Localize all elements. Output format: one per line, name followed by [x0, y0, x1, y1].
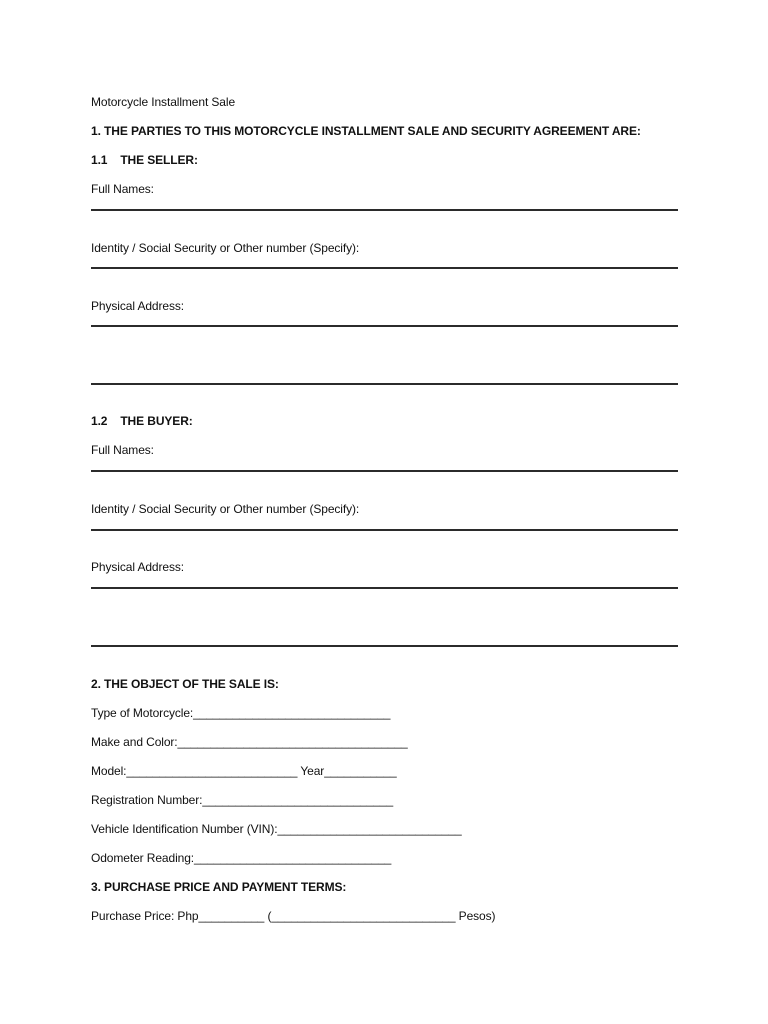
seller-address-label: Physical Address:	[91, 299, 185, 313]
make-and-color-field[interactable]: Make and Color:___________________________________	[91, 735, 408, 749]
seller-identity-line[interactable]	[91, 267, 678, 269]
registration-number-field[interactable]: Registration Number:_____________________________	[91, 793, 394, 807]
seller-address-line-2[interactable]	[91, 383, 678, 385]
buyer-heading: 1.2 THE BUYER:	[91, 414, 193, 428]
document-title: Motorcycle Installment Sale	[91, 95, 236, 109]
section3-heading: 3. PURCHASE PRICE AND PAYMENT TERMS:	[91, 880, 347, 894]
buyer-full-names-label: Full Names:	[91, 443, 154, 457]
buyer-address-label: Physical Address:	[91, 560, 185, 574]
seller-full-names-line[interactable]	[91, 209, 678, 211]
buyer-identity-label: Identity / Social Security or Other number (Specify):	[91, 502, 360, 516]
buyer-address-line-2[interactable]	[91, 645, 678, 647]
vin-field[interactable]: Vehicle Identification Number (VIN):____________________________	[91, 822, 462, 836]
seller-address-line-1[interactable]	[91, 325, 678, 327]
type-of-motorcycle-field[interactable]: Type of Motorcycle:______________________________	[91, 706, 391, 720]
purchase-price-field[interactable]: Purchase Price: Php__________ (____________________________ Pesos)	[91, 909, 496, 923]
seller-heading: 1.1 THE SELLER:	[91, 153, 198, 167]
model-year-field[interactable]: Model:__________________________ Year___________	[91, 764, 397, 778]
section2-heading: 2. THE OBJECT OF THE SALE IS:	[91, 677, 279, 691]
seller-full-names-label: Full Names:	[91, 182, 154, 196]
buyer-address-line-1[interactable]	[91, 587, 678, 589]
buyer-identity-line[interactable]	[91, 529, 678, 531]
buyer-full-names-line[interactable]	[91, 470, 678, 472]
seller-identity-label: Identity / Social Security or Other number (Specify):	[91, 241, 360, 255]
section1-heading: 1. THE PARTIES TO THIS MOTORCYCLE INSTALLMENT SALE AND SECURITY AGREEMENT ARE:	[91, 124, 641, 138]
odometer-reading-field[interactable]: Odometer Reading:______________________________	[91, 851, 392, 865]
